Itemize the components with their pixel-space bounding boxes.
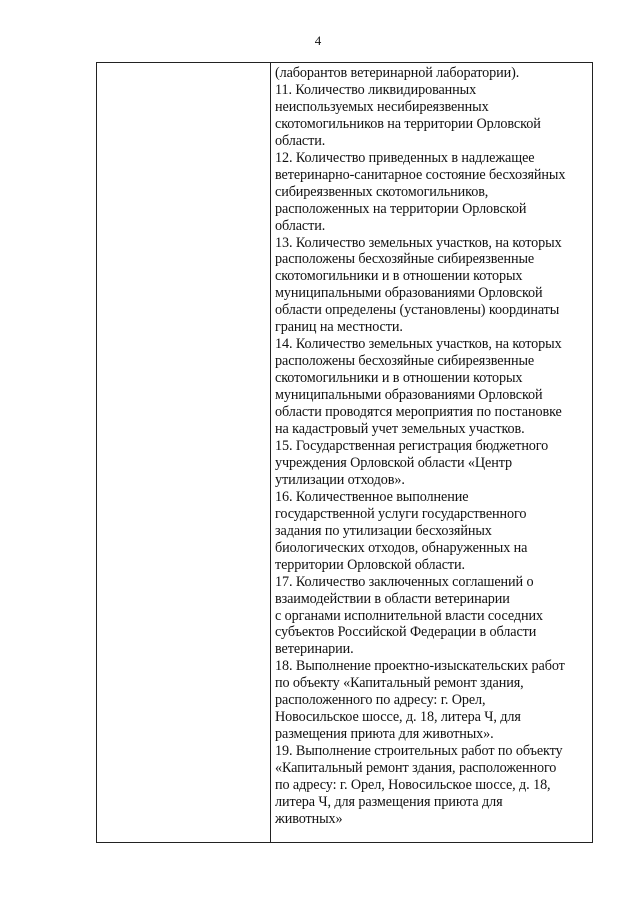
- text-line: области.: [275, 217, 326, 234]
- text-line: животных»: [275, 810, 343, 827]
- text-line: сибиреязвенных скотомогильников,: [275, 183, 489, 200]
- text-line: взаимодействии в области ветеринарии: [275, 590, 510, 607]
- text-line: 12. Количество приведенных в надлежащее: [275, 149, 535, 166]
- text-line: 14. Количество земельных участков, на которых: [275, 336, 562, 353]
- page-number: 4: [314, 33, 322, 48]
- text-line: учреждения Орловской области «Центр: [275, 454, 513, 471]
- text-line: утилизации отходов».: [275, 471, 405, 488]
- text-line: государственной услуги государственного: [275, 505, 527, 522]
- text-line: размещения приюта для животных».: [275, 726, 494, 743]
- text-line: 13. Количество земельных участков, на которых: [275, 234, 562, 251]
- text-line: (лаборантов ветеринарной лаборатории).: [275, 65, 520, 81]
- text-line: 17. Количество заключенных соглашений о: [275, 573, 534, 590]
- text-line: биологических отходов, обнаруженных на: [275, 539, 528, 556]
- table-right-cell: [271, 63, 592, 842]
- text-line: муниципальными образованиями Орловской: [275, 387, 543, 404]
- text-line: области.: [275, 132, 326, 149]
- text-line: неиспользуемых несибиреязвенных: [275, 98, 489, 115]
- text-line: 16. Количественное выполнение: [275, 488, 469, 505]
- text-line: на кадастровый учет земельных участков.: [275, 421, 525, 438]
- text-line: по объекту «Капитальный ремонт здания,: [275, 675, 524, 692]
- text-line: ветеринарии.: [275, 641, 354, 658]
- text-line: муниципальными образованиями Орловской: [275, 285, 543, 302]
- text-line: границ на местности.: [275, 319, 403, 336]
- text-line: скотомогильники и в отношении которых: [275, 370, 523, 387]
- text-line: области проводятся мероприятия по постановке: [275, 404, 562, 421]
- text-line: расположенного по адресу: г. Орел,: [275, 692, 486, 709]
- text-line: «Капитальный ремонт здания, расположенного: [275, 760, 557, 777]
- document-table: [96, 62, 593, 843]
- text-line: 19. Выполнение строительных работ по объекту: [275, 743, 563, 760]
- text-line: скотомогильников на территории Орловской: [275, 115, 541, 132]
- text-line: задания по утилизации бесхозяйных: [275, 522, 492, 539]
- text-line: территории Орловской области.: [275, 556, 465, 573]
- text-line: 15. Государственная регистрация бюджетного: [275, 437, 549, 454]
- text-line: скотомогильники и в отношении которых: [275, 268, 523, 285]
- text-line: Новосильское шоссе, д. 18, литера Ч, для: [275, 709, 521, 726]
- table-left-cell: [97, 63, 271, 842]
- text-line: расположены бесхозяйные сибиреязвенные: [275, 353, 535, 370]
- text-line: 11. Количество ликвидированных: [275, 81, 477, 98]
- text-line: по адресу: г. Орел, Новосильское шоссе, д. 18,: [275, 777, 551, 794]
- text-line: расположены бесхозяйные сибиреязвенные: [275, 251, 535, 268]
- text-line: с органами исполнительной власти соседних: [275, 607, 543, 624]
- text-line: расположенных на территории Орловской: [275, 200, 527, 217]
- text-line: ветеринарно-санитарное состояние бесхозяйных: [275, 166, 566, 183]
- text-line: литера Ч, для размещения приюта для: [275, 793, 503, 810]
- text-line: субъектов Российской Федерации в области: [275, 624, 537, 641]
- text-line: 18. Выполнение проектно-изыскательских работ: [275, 658, 565, 675]
- text-line: области определены (установлены) координаты: [275, 302, 560, 319]
